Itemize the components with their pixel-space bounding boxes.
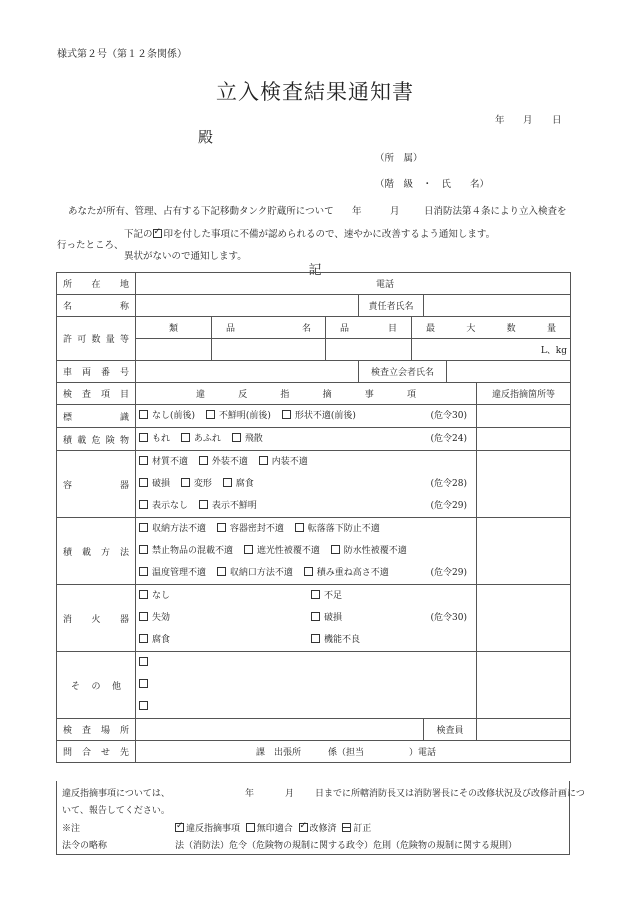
product-value[interactable] [212,339,326,361]
container-label: 容器 [57,451,136,518]
method-waterproof-checkbox[interactable] [331,545,340,554]
container-items: 材質不適 外装不適 内装不適 破損 変形 腐食 (危令28) 表示なし 表示不鮮明 (危令29) [136,451,477,518]
container-inner-checkbox[interactable] [259,456,268,465]
body-line3: 異状がないので通知します。 [124,251,247,262]
vehicle-label: 車両番号 [57,361,136,383]
empty-box-icon [246,823,255,832]
loading-scatter-checkbox[interactable] [232,433,241,442]
col-grade: 品 目 [326,317,412,339]
other-checkbox-3[interactable] [139,701,148,710]
note-items: ✓ 違反指摘事項 無印適合 ✓ 改修済 訂正 [175,821,371,834]
method-storage-checkbox[interactable] [139,523,148,532]
ext-corrode-checkbox[interactable] [139,634,148,643]
container-deform-checkbox[interactable] [181,478,190,487]
inspector-value[interactable] [477,719,571,741]
inspector-label: 検査員 [424,719,477,741]
date-year: 年 [495,115,505,126]
permit-label: 許可数量等 [57,317,136,361]
loading-overflow-checkbox[interactable] [181,433,190,442]
ext-expired-checkbox[interactable] [139,612,148,621]
inspector-attendant-value[interactable] [447,361,571,383]
grade-value[interactable] [326,339,412,361]
container-corrode-checkbox[interactable] [223,478,232,487]
form-code: 様式第２号（第１２条関係） [57,49,187,60]
method-opening-checkbox[interactable] [217,567,226,576]
inquiry-text: 課 出張所 係（担当 ）電話 [136,741,571,763]
container-material-checkbox[interactable] [139,456,148,465]
location-value[interactable] [136,273,571,295]
loading-leak-checkbox[interactable] [139,433,148,442]
method-fall-checkbox[interactable] [295,523,304,532]
container-place[interactable] [477,451,571,518]
addressee-suffix: 殿 [198,128,214,146]
other-checkbox-2[interactable] [139,679,148,688]
body-line1-month: 月 [390,206,400,217]
inspection-place-value[interactable] [136,719,424,741]
ext-none-checkbox[interactable] [139,590,148,599]
location-label: 所在地 [57,273,136,295]
method-seal-checkbox[interactable] [217,523,226,532]
sign-none-checkbox[interactable] [139,410,148,419]
date-day: 日 [552,115,562,126]
struck-box-icon [342,823,351,832]
ext-shortage-checkbox[interactable] [311,590,320,599]
loading-items: もれ あふれ 飛散 (危令24) [136,428,477,451]
responsible-label: 責任者氏名 [359,295,424,317]
inspection-place-label: 検査場所 [57,719,136,741]
other-items [136,652,477,719]
kind-value[interactable] [136,339,212,361]
phone-label: 電話 [376,280,395,290]
body-line1-a: あなたが所有、管理、占有する下記移動タンク貯蔵所について [68,206,334,217]
loading-place[interactable] [477,428,571,451]
inspector-attendant-label: 検査立会者氏名 [359,361,447,383]
violation-header: 違 反 指 摘 事 項 [136,383,477,405]
facility-name-label: 名称 [57,295,136,317]
abbrev-label: 法令の略称 [62,841,108,851]
container-nolabel-checkbox[interactable] [139,500,148,509]
checked-box-icon [153,229,162,238]
method-shade-checkbox[interactable] [244,545,253,554]
abbrev-text: 法（消防法）危令（危険物の規制に関する政令）危則（危険物の規制に関する規則） [175,841,518,851]
method-place[interactable] [477,518,571,585]
method-label: 積載方法 [57,518,136,585]
footer-notes [56,781,585,855]
body-line2-a: 行ったところ、 [57,240,124,251]
inquiry-label: 問合せ先 [57,741,136,763]
other-checkbox-1[interactable] [139,657,148,666]
other-label: その他 [57,652,136,719]
container-damage-checkbox[interactable] [139,478,148,487]
extinguisher-place[interactable] [477,585,571,652]
container-unclear-checkbox[interactable] [199,500,208,509]
loading-label: 積載危険物 [57,428,136,451]
other-place[interactable] [477,652,571,719]
responsible-value[interactable] [424,295,571,317]
footer-line1-a: 違反指摘事項については、 [62,789,170,799]
facility-name-value[interactable] [136,295,359,317]
sign-unclear-checkbox[interactable] [206,410,215,419]
sign-items: なし(前後) 不鮮明(前後) 形状不適(前後) (危令30) [136,405,477,428]
method-temp-checkbox[interactable] [139,567,148,576]
footer-line2: いて、報告してください。 [62,806,170,816]
sign-shape-checkbox[interactable] [282,410,291,419]
sign-label: 標識 [57,405,136,428]
method-items: 収納方法不適 容器密封不適 転落落下防止不適 禁止物品の混載不適 遮光性被覆不適 防水性被覆不適 温度管理不適 収納口方法不適 積み重ね高さ不適 (危令29) [136,518,477,585]
footer-line1-month: 月 [285,789,295,799]
vehicle-value[interactable] [136,361,359,383]
violation-place-header: 違反指摘箇所等 [477,383,571,405]
max-qty-value[interactable] [412,339,571,361]
extinguisher-items: なし 不足 失効 破損 (危令30) 腐食 機能不良 [136,585,477,652]
document-title: 立入検査結果通知書 [216,80,414,104]
extinguisher-label: 消火器 [57,585,136,652]
body-line2-b-prefix: 下記の✓ 印を付した事項に不備が認められるので、速やかに改善するよう通知します。 [124,226,495,240]
body-line1-year: 年 [352,206,362,217]
note-label: ※注 [62,824,81,834]
sender-rank-name: （階 級 ・ 氏 名） [375,179,490,190]
col-kind: 類 [136,317,212,339]
footer-line1-b: 日までに所轄消防長又は消防署長にその改修状況及び改修計画につ [315,789,585,799]
method-stack-checkbox[interactable] [304,567,313,576]
checked-box-icon [299,823,308,832]
body-line1-b: 日消防法第４条により立入検査を [424,206,567,217]
method-mixed-checkbox[interactable] [139,545,148,554]
item-header: 検査項目 [57,383,136,405]
col-product: 品 名 [212,317,326,339]
ext-damage-checkbox[interactable] [311,612,320,621]
inspection-table [56,272,571,763]
footer-line1-year: 年 [245,789,255,799]
ki-heading: 記 [308,263,322,278]
ext-malfunction-checkbox[interactable] [311,634,320,643]
col-max-qty: 最 大 数 量 [412,317,571,339]
sign-place[interactable] [477,405,571,428]
date-month: 月 [523,115,533,126]
container-outer-checkbox[interactable] [199,456,208,465]
checked-box-icon [175,823,184,832]
unit-label: L、kg [540,346,568,356]
sender-affiliation: （所 属） [375,153,423,164]
